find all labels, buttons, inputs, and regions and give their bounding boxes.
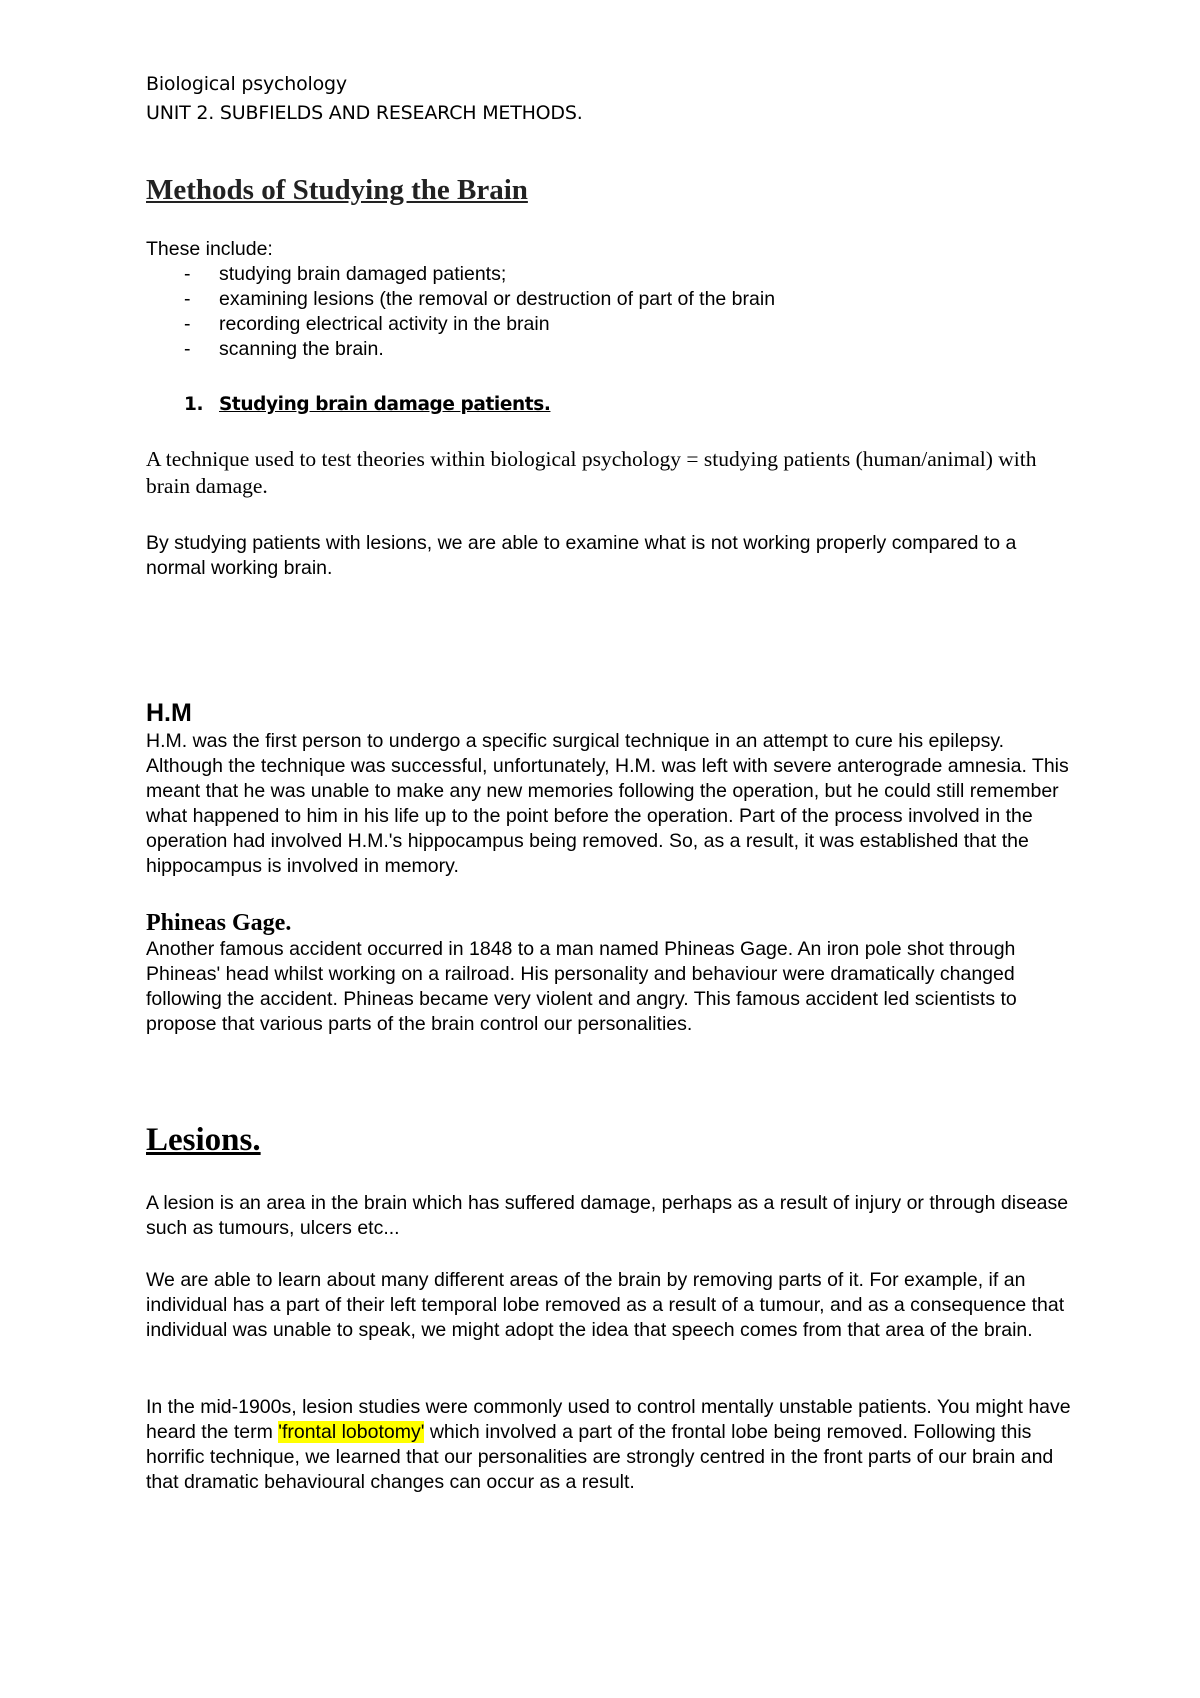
lobotomy-paragraph [146,1395,1076,1495]
methods-title: Methods of Studying the Brain [146,174,528,206]
list-dash: - [184,288,191,310]
technique-paragraph: A technique used to test theories within biological psychology = studying patients (human/animal) with brain damage. [146,447,1037,498]
section-label: Studying brain damage patients. [219,394,551,415]
highlighted-term: 'frontal lobotomy' [278,1421,425,1443]
methods-intro-block [146,237,775,362]
document-page [146,70,1076,1493]
list-item [146,262,775,287]
gage-paragraph: Another famous accident occurred in 1848 to a man named Phineas Gage. An iron pole shot through Phineas' head whilst working on a railroad. His personality and behaviour were dramatically changed following the accident. Phineas became very violent and angry. This famous accident led scientists to propose that various parts of the brain control our personalities. [146,938,1017,1035]
hm-heading: H.M [146,699,192,727]
list-item [146,287,775,312]
hm-paragraph: H.M. was the first person to undergo a specific surgical technique in an attempt to cure his epilepsy. Although the technique was successful, unfortunately, H.M. was left with severe anterograde amnesia. This meant that he was unable to make any new memories following the operation, but he could still remember what happened to him in his life up to the point before the operation. Part of the process involved in the operation had involved H.M.'s hippocampus being removed. So, as a result, it was established that the hippocampus is involved in memory. [146,730,1069,877]
lobotomy-text-after: which involved a part of the frontal lobe being removed. Following this horrific technique, we learned that our personalities are strongly centred in the front parts of our brain and that dramatic behavioural changes can occur as a result. [146,1421,1054,1493]
methods-list [146,262,775,362]
list-item-text: recording electrical activity in the brain [219,313,550,335]
list-item-text: studying brain damaged patients; [219,263,507,285]
list-dash: - [184,313,191,335]
lobotomy-text-before: In the mid-1900s, lesion studies were commonly used to control mentally unstable patients. You might have heard the term [146,1396,1071,1443]
list-dash: - [184,338,191,360]
list-item-text: examining lesions (the removal or destruction of part of the brain [219,288,776,310]
gage-heading: Phineas Gage. [146,910,292,936]
list-item [146,337,775,362]
lesion-compare-paragraph: By studying patients with lesions, we are able to examine what is not working properly compared to a normal working brain. [146,532,1017,579]
section-number: 1. [184,394,204,415]
lesion-example-paragraph: We are able to learn about many different areas of the brain by removing parts of it. For example, if an individual has a part of their left temporal lobe removed as a result of a tumour, and as a consequence that individual was unable to speak, we might adopt the idea that speech comes from that area of the brain. [146,1269,1065,1341]
list-dash: - [184,263,191,285]
list-item-text: scanning the brain. [219,338,384,360]
course-title: Biological psychology [146,73,347,95]
unit-title: UNIT 2. SUBFIELDS AND RESEARCH METHODS. [146,102,583,124]
methods-intro: These include: [146,238,273,260]
list-item [146,312,775,337]
lesions-heading: Lesions. [146,1122,261,1158]
section-1-heading [184,392,550,418]
lesion-definition-paragraph: A lesion is an area in the brain which has suffered damage, perhaps as a result of injury or through disease such as tumours, ulcers etc... [146,1192,1069,1239]
